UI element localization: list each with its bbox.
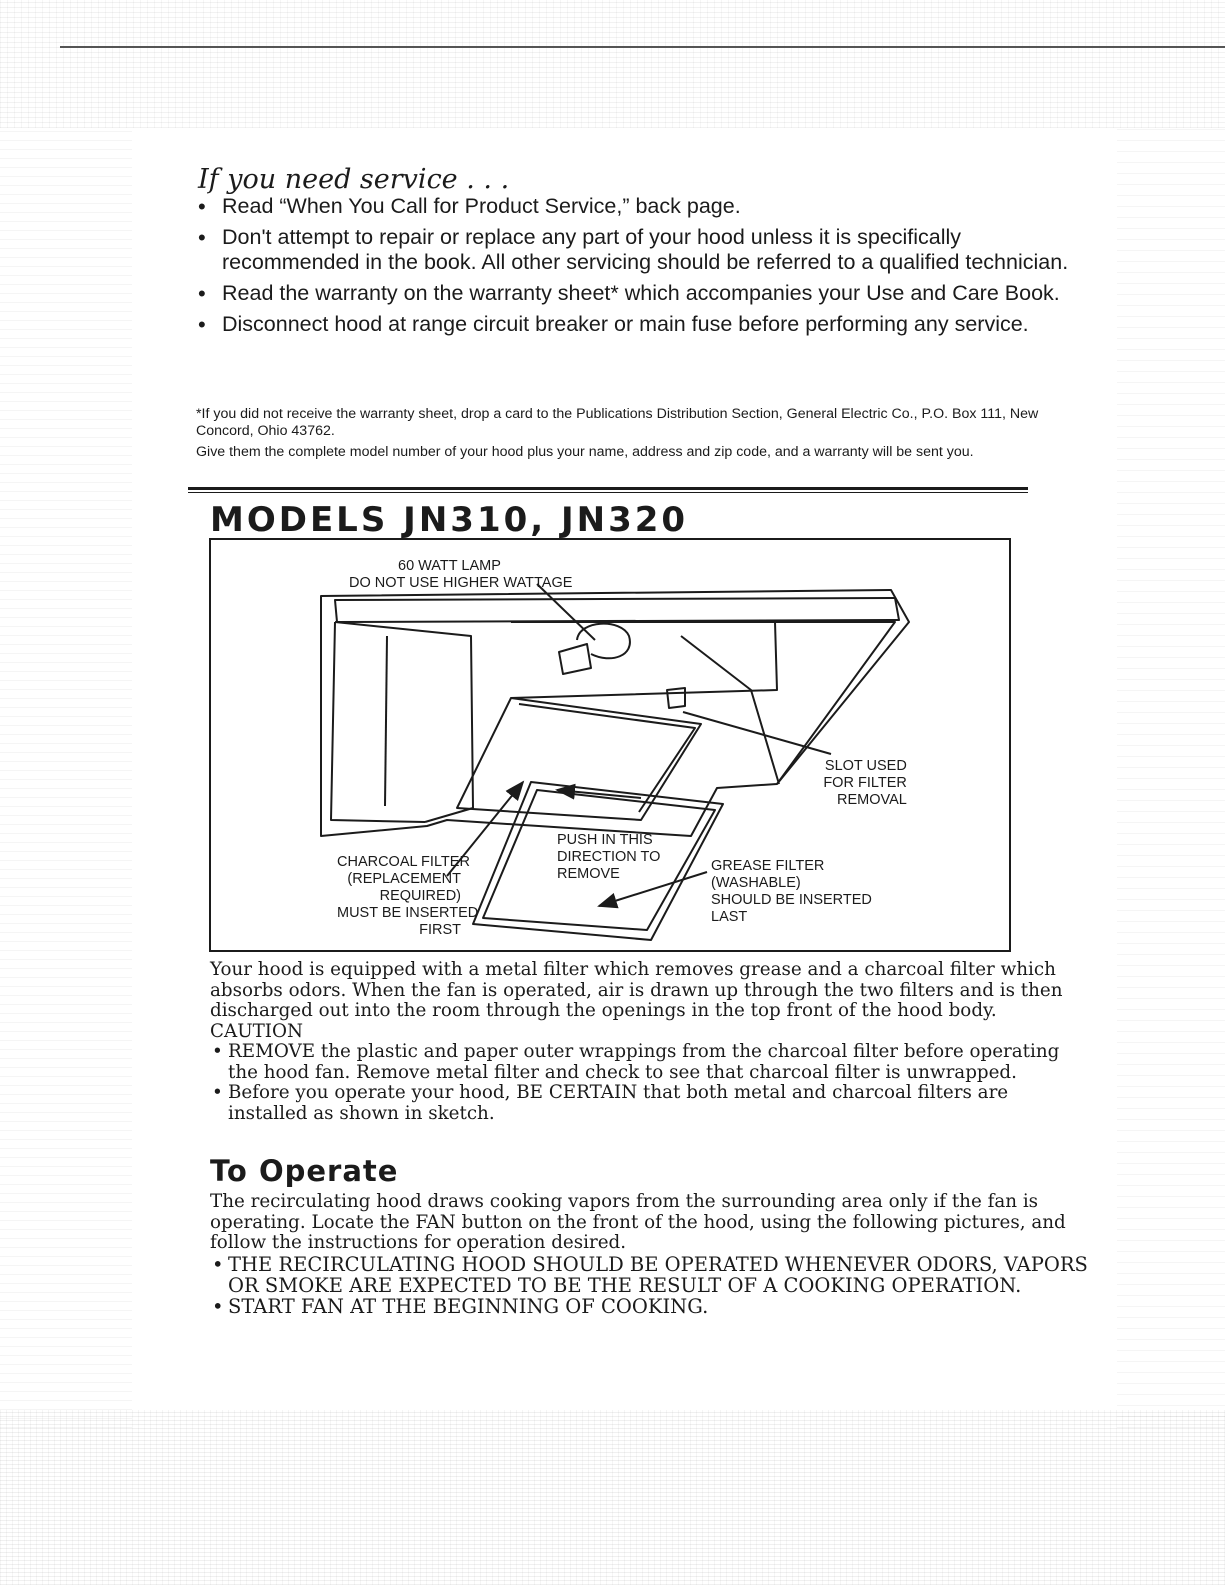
slot-label: SLOT USED FOR FILTER REMOVAL	[823, 758, 907, 808]
hood-front-lip	[335, 598, 899, 622]
lamp-socket	[559, 644, 591, 674]
operate-list	[210, 1254, 1092, 1317]
hood-inner-left	[335, 622, 473, 822]
models-title: MODELS JN310, JN320	[210, 500, 689, 540]
document-page	[132, 128, 1117, 1410]
footnote-text-2: Give them the complete model number of your hood plus your name, address and zip code, and a warranty will be sent you.	[196, 444, 974, 460]
push-direction-label: PUSH IN THIS DIRECTION TO REMOVE	[557, 832, 661, 882]
charcoal-filter-frame	[457, 698, 701, 820]
hood-filter-diagram	[209, 538, 1011, 952]
section-divider	[188, 487, 1028, 490]
scan-margin-top	[0, 0, 1225, 128]
scan-margin-right	[1117, 128, 1225, 1428]
scan-rule	[60, 46, 1225, 48]
scan-margin-left	[0, 128, 132, 1428]
service-bullet: • Disconnect hood at range circuit breaker or main fuse before performing any service.	[194, 312, 1089, 337]
description-paragraph: Your hood is equipped with a metal filter which removes grease and a charcoal filter which absorbs odors. When the fan is operated, air is drawn up through the two filters and is then discharged out into the room through the openings in the top front of the hood body.	[210, 959, 1063, 1021]
operate-section	[210, 1192, 1092, 1317]
service-list	[194, 194, 1089, 343]
hood-back-panel	[511, 622, 777, 698]
service-bullet: • Don't attempt to repair or replace any part of your hood unless it is specifically recommended in the book. All other servicing should be referred to a qualified technician.	[194, 225, 1089, 275]
caution-list	[210, 1042, 1092, 1124]
lamp-label: 60 WATT LAMP	[398, 558, 501, 574]
service-bullet: • Read “When You Call for Product Service,” back page.	[194, 194, 1089, 219]
caution-item: • Before you operate your hood, BE CERTAIN that both metal and charcoal filters are installed as shown in sketch.	[210, 1083, 1092, 1124]
warranty-footnote	[196, 406, 1091, 465]
hood-inner-panel	[385, 636, 387, 806]
filter-slot	[667, 688, 685, 708]
charcoal-filter-label: CHARCOAL FILTER (REPLACEMENT REQUIRED) MUST BE INSERTED FIRST	[337, 854, 479, 938]
hood-inner-right	[681, 636, 779, 784]
hood-left-wall	[331, 622, 425, 822]
service-bullet: • Read the warranty on the warranty sheet* which accompanies your Use and Care Book.	[194, 281, 1089, 306]
section-divider-thin	[188, 492, 1028, 493]
operate-title: To Operate	[210, 1154, 399, 1188]
lamp-bulb	[577, 624, 630, 659]
caution-item: • REMOVE the plastic and paper outer wrappings from the charcoal filter before operating the hood fan. Remove metal filter and check to see that charcoal filter is unwrapped.	[210, 1042, 1092, 1083]
service-heading: If you need service . . .	[198, 164, 510, 195]
lamp-warning-label: DO NOT USE HIGHER WATTAGE	[349, 575, 573, 591]
grease-filter-label: GREASE FILTER (WASHABLE) SHOULD BE INSERTED LAST	[711, 858, 872, 925]
scan-margin-bottom	[0, 1410, 1225, 1585]
slot-leader-line	[683, 712, 831, 754]
operate-item: • START FAN AT THE BEGINNING OF COOKING.	[210, 1296, 1092, 1317]
caution-label: CAUTION	[210, 1020, 303, 1042]
filter-description	[210, 960, 1092, 1124]
operate-paragraph: The recirculating hood draws cooking vapors from the surrounding area only if the fan is operating. Locate the FAN button on the front of the hood, using the following pictures, and follow the instructions for operation desired.	[210, 1191, 1066, 1253]
footnote-text: *If you did not receive the warranty sheet, drop a card to the Publications Distribution Section, General Electric Co., P.O. Box 111, New Concord, Ohio 43762.	[196, 406, 1039, 439]
hood-diagram-drawing	[211, 540, 1009, 950]
operate-item: • THE RECIRCULATING HOOD SHOULD BE OPERATED WHENEVER ODORS, VAPORS OR SMOKE ARE EXPECTED TO BE THE RESULT OF A COOKING OPERATION.	[210, 1254, 1092, 1296]
